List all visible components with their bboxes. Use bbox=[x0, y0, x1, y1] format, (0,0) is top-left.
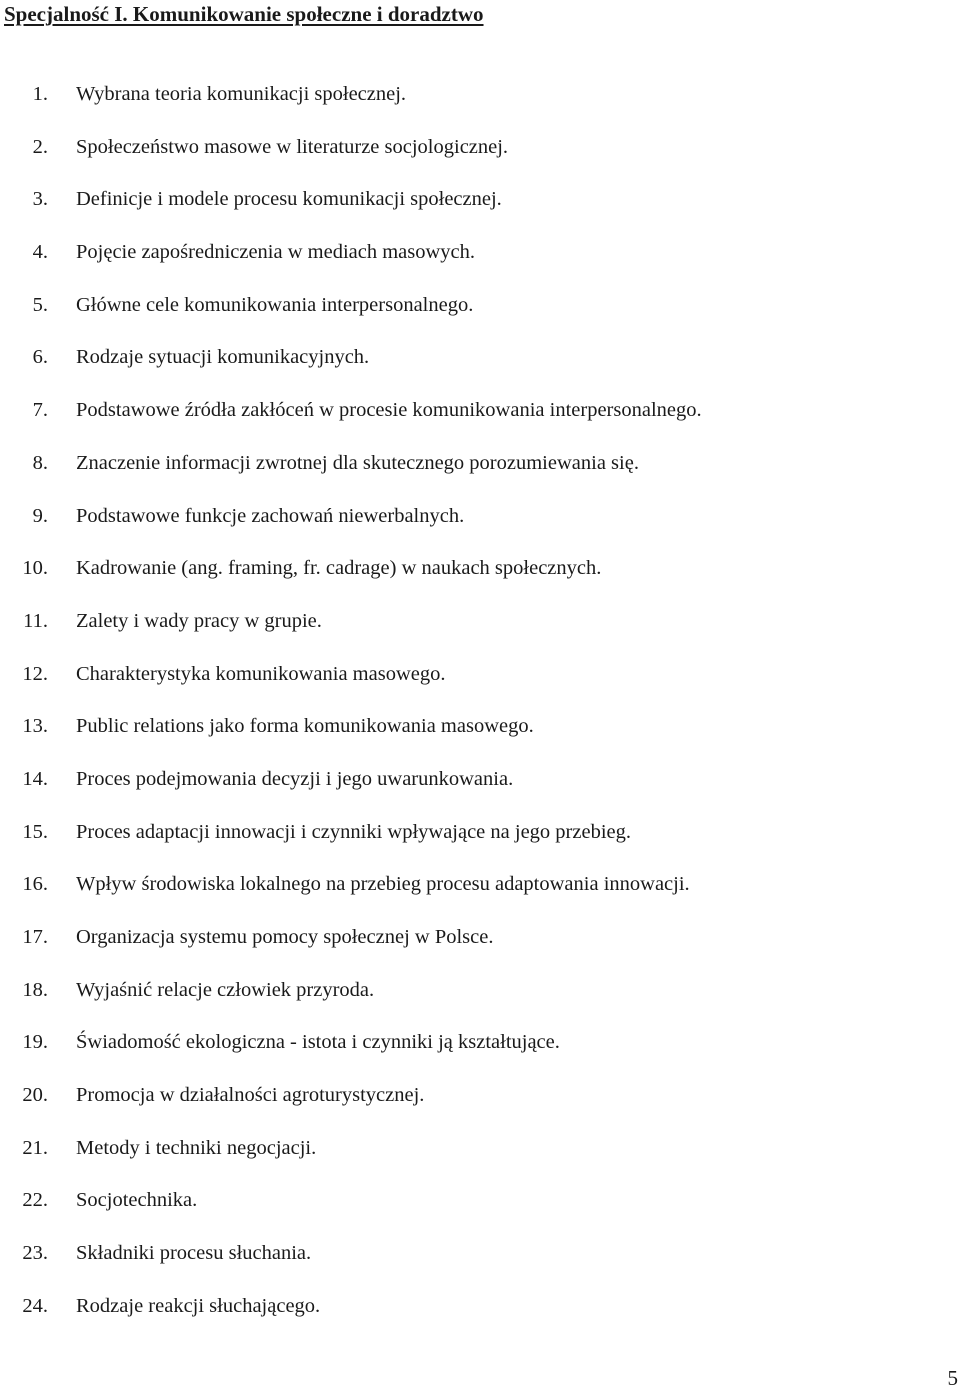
list-item-number: 7. bbox=[32, 399, 48, 422]
list-item-text: Metody i techniki negocjacji. bbox=[76, 1136, 317, 1159]
list-item bbox=[0, 1081, 960, 1134]
list-item-number: 21. bbox=[22, 1136, 48, 1159]
list-item bbox=[0, 1028, 960, 1081]
list-item-text: Wybrana teoria komunikacji społecznej. bbox=[76, 83, 407, 105]
list-item-number: 18. bbox=[22, 978, 48, 1001]
list-item bbox=[0, 660, 960, 713]
list-item-number: 1. bbox=[32, 83, 48, 105]
list-item-text: Proces podejmowania decyzji i jego uwarunkowania. bbox=[76, 767, 514, 790]
list-item bbox=[0, 185, 960, 238]
list-item bbox=[0, 133, 960, 186]
list-item bbox=[0, 607, 960, 660]
list-item bbox=[0, 1134, 960, 1187]
question-list bbox=[0, 80, 960, 1345]
list-item bbox=[0, 396, 960, 449]
list-item-number: 19. bbox=[22, 1031, 48, 1054]
page-number: 5 bbox=[947, 1366, 958, 1390]
list-item-text: Wyjaśnić relacje człowiek przyroda. bbox=[76, 978, 375, 1001]
list-item-text: Główne cele komunikowania interpersonalnego. bbox=[76, 293, 474, 316]
list-item-text: Rodzaje reakcji słuchającego. bbox=[76, 1294, 321, 1317]
list-item-number: 12. bbox=[22, 662, 48, 685]
list-item bbox=[0, 238, 960, 291]
list-item bbox=[0, 449, 960, 502]
list-item bbox=[0, 1186, 960, 1239]
list-item-number: 22. bbox=[22, 1189, 48, 1212]
list-item bbox=[0, 765, 960, 818]
list-item bbox=[0, 554, 960, 607]
list-item bbox=[0, 502, 960, 555]
list-item-number: 5. bbox=[32, 293, 48, 316]
list-item-text: Świadomość ekologiczna - istota i czynniki ją kształtujące. bbox=[76, 1031, 560, 1054]
list-item-number: 3. bbox=[32, 188, 48, 211]
list-item-number: 17. bbox=[22, 926, 48, 948]
list-item-number: 14. bbox=[22, 767, 48, 790]
list-item-text: Organizacja systemu pomocy społecznej w Polsce. bbox=[76, 926, 494, 948]
list-item bbox=[0, 923, 960, 976]
list-item bbox=[0, 1292, 960, 1345]
list-item bbox=[0, 1239, 960, 1292]
list-item-text: Definicje i modele procesu komunikacji społecznej. bbox=[76, 188, 502, 211]
list-item-text: Zalety i wady pracy w grupie. bbox=[76, 609, 322, 632]
list-item-number: 9. bbox=[32, 504, 48, 527]
list-item-number: 23. bbox=[22, 1242, 48, 1265]
list-item-text: Społeczeństwo masowe w literaturze socjologicznej. bbox=[76, 135, 509, 158]
list-item-text: Public relations jako forma komunikowania masowego. bbox=[76, 715, 534, 738]
list-item-number: 6. bbox=[32, 346, 48, 369]
list-item bbox=[0, 343, 960, 396]
list-item-text: Kadrowanie (ang. framing, fr. cadrage) w naukach społecznych. bbox=[76, 557, 602, 580]
list-item-number: 10. bbox=[22, 557, 48, 580]
list-item-number: 20. bbox=[22, 1084, 48, 1107]
list-item-number: 15. bbox=[22, 820, 48, 843]
list-item-text: Wpływ środowiska lokalnego na przebieg procesu adaptowania innowacji. bbox=[76, 873, 690, 896]
list-item-number: 11. bbox=[23, 609, 48, 632]
list-item-text: Promocja w działalności agroturystycznej. bbox=[76, 1084, 425, 1107]
list-item-text: Socjotechnika. bbox=[76, 1189, 198, 1212]
list-item bbox=[0, 712, 960, 765]
list-item bbox=[0, 818, 960, 871]
list-item bbox=[0, 976, 960, 1029]
list-item-number: 13. bbox=[22, 715, 48, 738]
list-item-number: 4. bbox=[32, 241, 48, 264]
list-item-number: 16. bbox=[22, 873, 48, 896]
list-item bbox=[0, 870, 960, 923]
list-item-text: Składniki procesu słuchania. bbox=[76, 1242, 312, 1265]
list-item-number: 2. bbox=[32, 135, 48, 158]
section-heading: Specjalność I. Komunikowanie społeczne i doradztwo bbox=[4, 2, 484, 26]
list-item-text: Znaczenie informacji zwrotnej dla skutecznego porozumiewania się. bbox=[76, 451, 639, 474]
list-item-number: 8. bbox=[32, 451, 48, 474]
list-item bbox=[0, 80, 960, 133]
list-item-text: Podstawowe źródła zakłóceń w procesie komunikowania interpersonalnego. bbox=[76, 399, 702, 422]
list-item bbox=[0, 291, 960, 344]
list-item-number: 24. bbox=[22, 1294, 48, 1317]
list-item-text: Podstawowe funkcje zachowań niewerbalnych. bbox=[76, 504, 465, 527]
list-item-text: Charakterystyka komunikowania masowego. bbox=[76, 662, 446, 685]
list-item-text: Proces adaptacji innowacji i czynniki wpływające na jego przebieg. bbox=[76, 820, 631, 843]
list-item-text: Rodzaje sytuacji komunikacyjnych. bbox=[76, 346, 370, 369]
list-item-text: Pojęcie zapośredniczenia w mediach masowych. bbox=[76, 241, 476, 264]
